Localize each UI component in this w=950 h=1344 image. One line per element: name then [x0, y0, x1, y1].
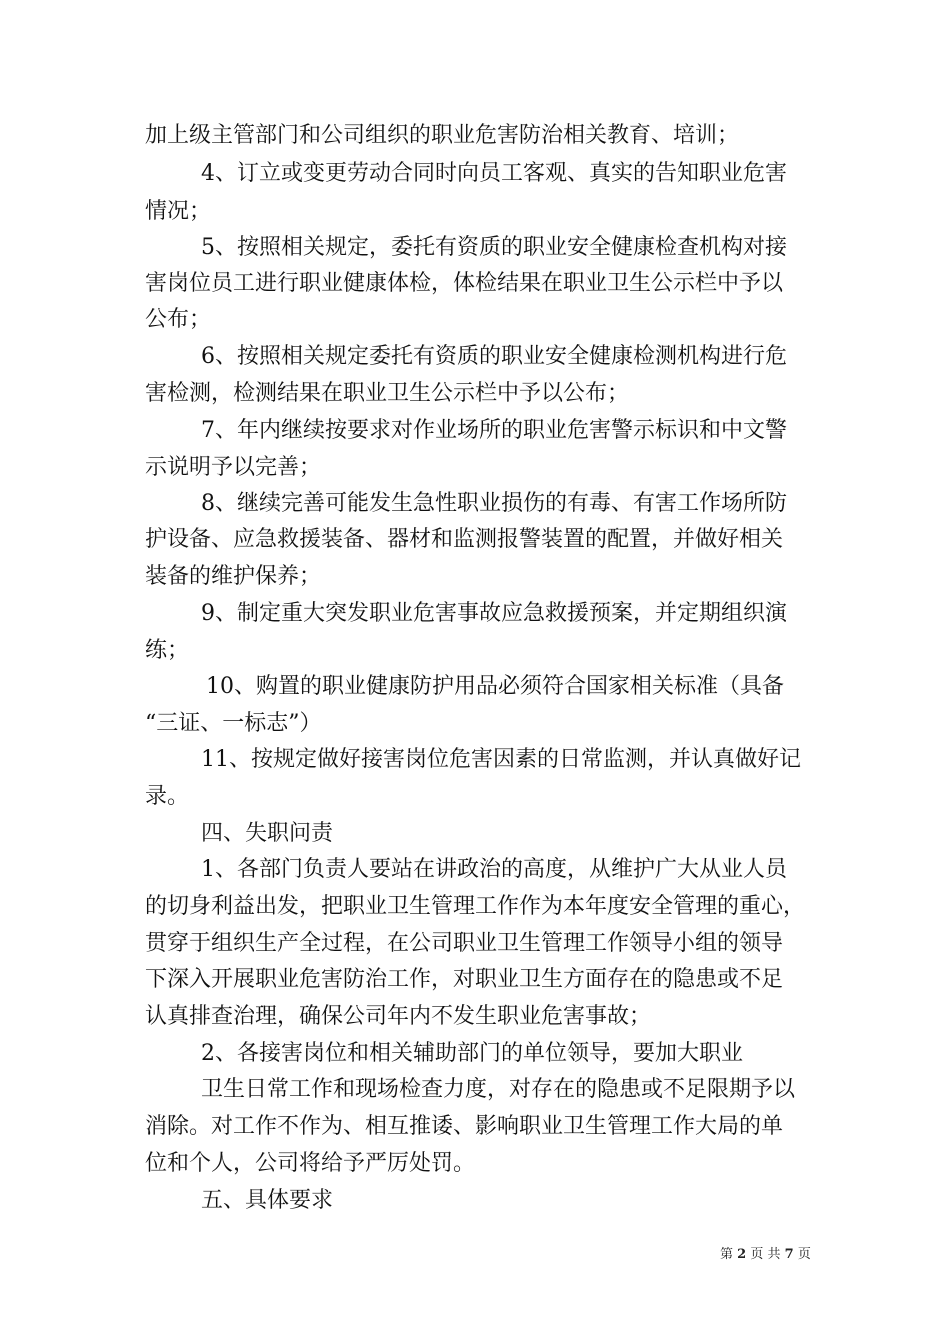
text-line: 6、按照相关规定委托有资质的职业安全健康检测机构进行危 — [201, 344, 787, 369]
text-line: 7、年内继续按要求对作业场所的职业危害警示标识和中文警 — [201, 418, 787, 443]
text-line: 5、按照相关规定，委托有资质的职业安全健康检查机构对接 — [201, 235, 787, 260]
text-line: 消除。对工作不作为、相互推诿、影响职业卫生管理工作大局的单 — [145, 1114, 784, 1139]
footer-suffix: 页 — [797, 1247, 811, 1262]
text-line: 10、购置的职业健康防护用品必须符合国家相关标准（具备 — [206, 674, 784, 699]
text-line: 练； — [145, 638, 190, 663]
current-page-number: 2 — [737, 1247, 747, 1262]
footer-middle: 页 共 — [750, 1247, 781, 1262]
text-line: “三证、一标志”） — [145, 711, 322, 736]
text-line: 贯穿于组织生产全过程，在公司职业卫生管理工作领导小组的领导 — [145, 931, 784, 956]
text-line: 认真排查治理，确保公司年内不发生职业危害事故； — [145, 1004, 652, 1029]
section-heading: 五、具体要求 — [201, 1188, 334, 1213]
text-line: 2、各接害岗位和相关辅助部门的单位领导，要加大职业 — [201, 1041, 743, 1066]
text-line: 示说明予以完善； — [145, 455, 322, 480]
text-line: 情况； — [145, 199, 212, 224]
total-pages-number: 7 — [784, 1247, 794, 1262]
text-line: 害岗位员工进行职业健康体检，体检结果在职业卫生公示栏中予以 — [145, 271, 784, 296]
text-line: 害检测，检测结果在职业卫生公示栏中予以公布； — [145, 381, 630, 406]
text-line: 护设备、应急救援装备、器材和监测报警装置的配置，并做好相关 — [145, 527, 784, 552]
footer-prefix: 第 — [720, 1247, 734, 1262]
section-heading: 四、失职问责 — [201, 821, 334, 846]
text-line: 公布； — [145, 307, 212, 332]
text-line: 8、继续完善可能发生急性职业损伤的有毒、有害工作场所防 — [201, 491, 787, 516]
text-line: 下深入开展职业危害防治工作，对职业卫生方面存在的隐患或不足 — [145, 967, 784, 992]
page-number-footer — [720, 1246, 811, 1264]
text-line: 的切身利益出发，把职业卫生管理工作作为本年度安全管理的重心， — [145, 894, 806, 919]
text-line: 装备的维护保养； — [145, 564, 322, 589]
text-line: 11、按规定做好接害岗位危害因素的日常监测，并认真做好记 — [201, 747, 801, 772]
text-line: 加上级主管部门和公司组织的职业危害防治相关教育、培训； — [145, 123, 740, 148]
text-line: 9、制定重大突发职业危害事故应急救援预案，并定期组织演 — [201, 601, 787, 626]
text-line: 卫生日常工作和现场检查力度，对存在的隐患或不足限期予以 — [201, 1077, 796, 1102]
text-line: 4、订立或变更劳动合同时向员工客观、真实的告知职业危害 — [201, 161, 787, 186]
text-line: 位和个人，公司将给予严厉处罚。 — [145, 1151, 476, 1176]
text-line: 1、各部门负责人要站在讲政治的高度，从维护广大从业人员 — [201, 857, 787, 882]
text-line: 录。 — [145, 784, 190, 809]
